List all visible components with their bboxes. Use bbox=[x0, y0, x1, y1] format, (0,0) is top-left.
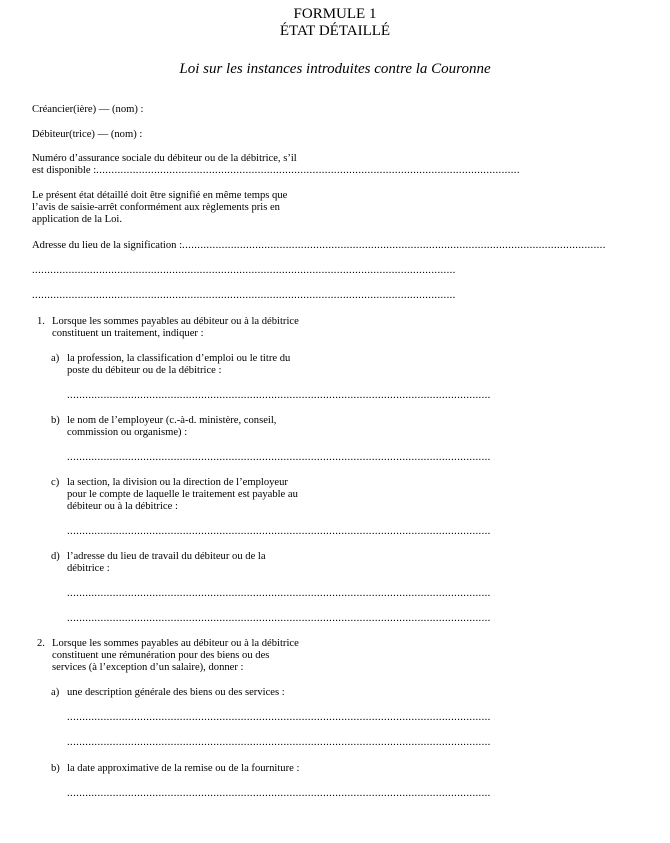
item-1c-letter: c) bbox=[51, 477, 60, 488]
item-1b-line1: le nom de l’employeur (c.-à-d. ministère, conseil, bbox=[67, 415, 277, 426]
item-1a-line2: poste du débiteur ou de la débitrice : bbox=[67, 365, 222, 376]
form-title: ÉTAT DÉTAILLÉ bbox=[279, 23, 391, 39]
creditor-label: Créancier(ière) — (nom) : bbox=[32, 104, 144, 115]
section2-intro-line3: services (à l’exception d’un salaire), donner : bbox=[52, 662, 244, 673]
section1-intro-line2: constituent un traitement, indiquer : bbox=[52, 328, 204, 339]
item-1d-line1: l’adresse du lieu de travail du débiteur ou de la bbox=[67, 551, 266, 562]
item-1c-line1: la section, la division ou la direction de l’employeur bbox=[67, 477, 288, 488]
item-1a-letter: a) bbox=[51, 353, 60, 364]
address-label: Adresse du lieu de la signification : bbox=[32, 240, 183, 251]
section2-intro-line2: constituent une rémunération pour des biens ou des bbox=[52, 650, 270, 661]
item-1a-line1: la profession, la classification d’emploi ou le titre du bbox=[67, 353, 291, 364]
item-2a-line1: une description générale des biens ou des services : bbox=[67, 687, 285, 698]
section2-number: 2. bbox=[37, 638, 45, 649]
section1-intro-line1: Lorsque les sommes payables au débiteur ou à la débitrice bbox=[52, 316, 299, 327]
item-2b-letter: b) bbox=[51, 763, 60, 774]
item-1d-letter: d) bbox=[51, 551, 60, 562]
item-2b-line1: la date approximative de la remise ou de la fourniture : bbox=[67, 763, 300, 774]
item-1a-answer-line[interactable]: ........................................................................................................................................... bbox=[67, 390, 491, 401]
sin-label-line1: Numéro d’assurance sociale du débiteur ou de la débitrice, s’il bbox=[32, 153, 297, 164]
address-dotted-line: ........................................................................................................................................... bbox=[182, 240, 606, 251]
address-line-3[interactable]: ........................................................................................................................................... bbox=[32, 290, 456, 301]
debtor-label: Débiteur(trice) — (nom) : bbox=[32, 129, 143, 140]
sin-label-line2: est disponible : bbox=[32, 165, 97, 176]
item-1d-answer-line-2[interactable]: ........................................................................................................................................... bbox=[67, 613, 491, 624]
item-1d-line2: débitrice : bbox=[67, 563, 110, 574]
item-2a-letter: a) bbox=[51, 687, 60, 698]
sin-dotted-line: ........................................................................................................................................... bbox=[96, 165, 520, 176]
item-2b-answer-line[interactable]: ........................................................................................................................................... bbox=[67, 788, 491, 799]
notice-line2: l’avis de saisie-arrêt conformément aux règlements pris en bbox=[32, 202, 280, 213]
act-title: Loi sur les instances introduites contre la Couronne bbox=[179, 61, 491, 77]
notice-line1: Le présent état détaillé doit être signifié en même temps que bbox=[32, 190, 288, 201]
item-1d-answer-line-1[interactable]: ........................................................................................................................................... bbox=[67, 588, 491, 599]
item-1b-answer-line[interactable]: ........................................................................................................................................... bbox=[67, 452, 491, 463]
address-line-2[interactable]: ........................................................................................................................................... bbox=[32, 265, 456, 276]
item-2a-answer-line-1[interactable]: ........................................................................................................................................... bbox=[67, 712, 491, 723]
sin-field[interactable] bbox=[32, 165, 520, 178]
notice-line3: application de la Loi. bbox=[32, 214, 123, 225]
item-1b-letter: b) bbox=[51, 415, 60, 426]
section1-number: 1. bbox=[37, 316, 45, 327]
item-2a-answer-line-2[interactable]: ........................................................................................................................................... bbox=[67, 737, 491, 748]
section2-intro-line1: Lorsque les sommes payables au débiteur ou à la débitrice bbox=[52, 638, 299, 649]
item-1c-line2: pour le compte de laquelle le traitement est payable au bbox=[67, 489, 298, 500]
form-number: FORMULE 1 bbox=[293, 6, 377, 22]
address-field[interactable] bbox=[32, 240, 606, 253]
item-1b-line2: commission ou organisme) : bbox=[67, 427, 188, 438]
item-1c-line3: débiteur ou à la débitrice : bbox=[67, 501, 178, 512]
item-1c-answer-line[interactable]: ........................................................................................................................................... bbox=[67, 526, 491, 537]
